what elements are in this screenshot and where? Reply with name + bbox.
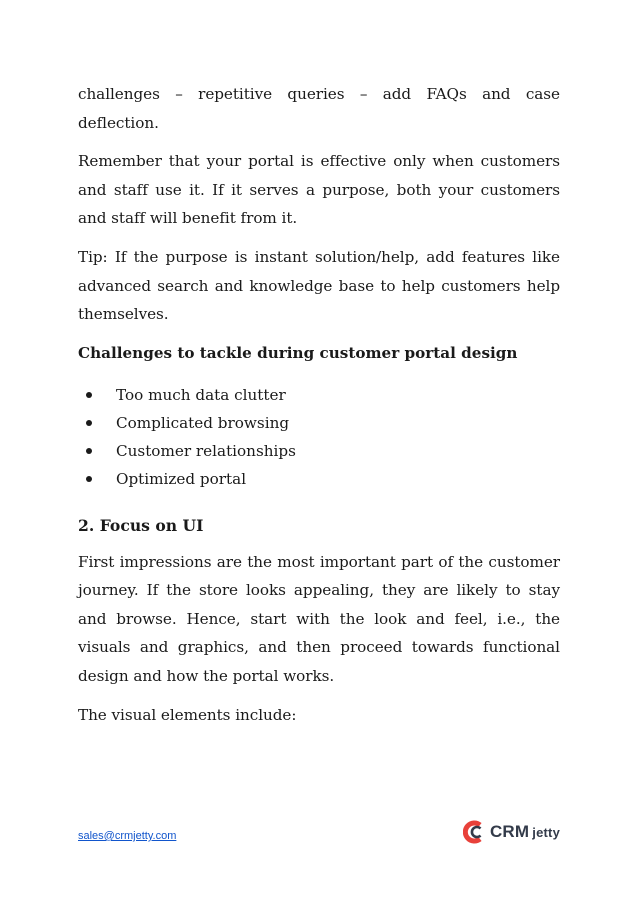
logo-main-text: CRM [489,822,530,841]
challenges-heading: Challenges to tackle during customer portal design [78,343,518,362]
challenges-list [78,381,560,494]
paragraph-first-impressions: First impressions are the most important part of the customer journey. If the store looks appealing, they are likely to stay and browse. Hence, start with the look and feel, i.e., the visuals and graphics, and then proceed towards functional design and how the portal works. [78,552,560,685]
list-item [86,409,560,437]
page-footer [78,820,560,850]
section-title: 2. Focus on UI [78,515,204,535]
list-item [86,437,560,465]
list-item-label: Customer relationships [116,442,296,461]
crmjetty-logo-icon [463,820,485,844]
paragraph-visual-elements: The visual elements include: [78,705,297,724]
list-item-label: Optimized portal [116,470,247,489]
paragraph-tip: Tip: If the purpose is instant solution/help, add features like advanced search and knowledge base to help customers help themselves. [78,247,560,324]
bullet-icon [86,392,92,398]
list-item [86,465,560,493]
list-item-label: Complicated browsing [116,413,290,432]
document-page [78,80,560,739]
list-item [86,381,560,409]
bullet-icon [86,448,92,454]
logo-sub-text: jetty [532,825,560,840]
list-item-label: Too much data clutter [116,385,286,404]
logo-wordmark [490,822,560,842]
paragraph-portal-effective: Remember that your portal is effective only when customers and staff use it. If it serves a purpose, both your customers and staff will benefit from it. [78,152,560,228]
bullet-icon [86,476,92,482]
paragraph-challenges: challenges – repetitive queries – add FAQs and case deflection. [78,85,560,132]
crmjetty-logo [463,820,560,844]
email-link[interactable]: sales@crmjetty.com [78,830,177,842]
bullet-icon [86,420,92,426]
